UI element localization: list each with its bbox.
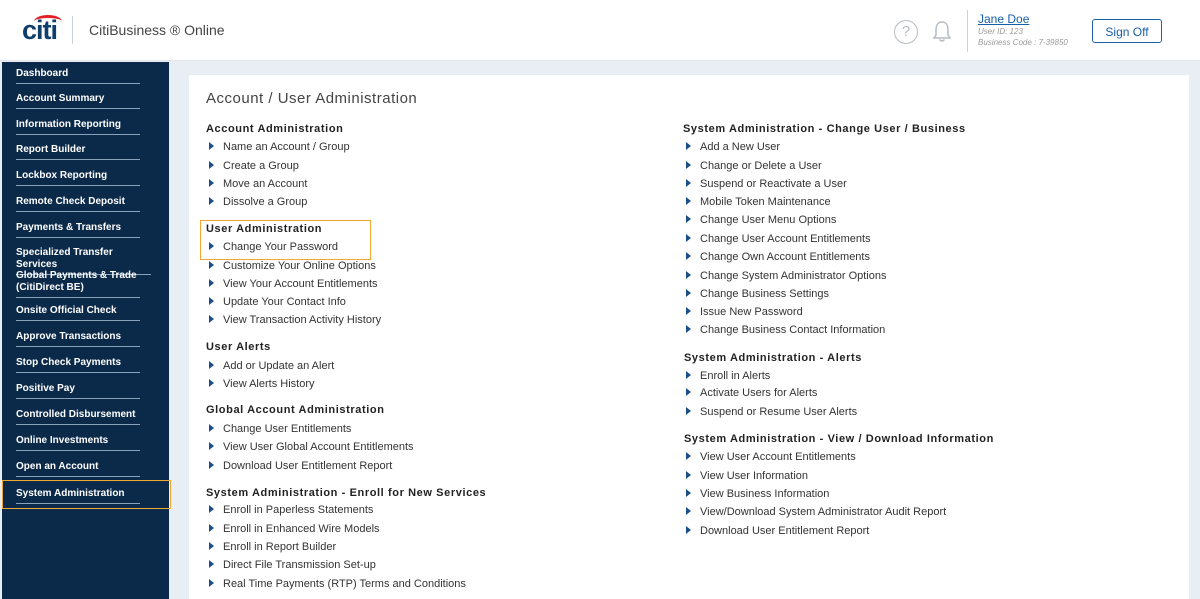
link-download-user-entitlement-report-2[interactable]: Download User Entitlement Report (686, 525, 869, 537)
sidebar-item-specialized-transfer[interactable]: Specialized Transfer Services (16, 247, 151, 275)
link-rtp-terms[interactable]: Real Time Payments (RTP) Terms and Conditions (209, 578, 466, 590)
sidebar-item-open-an-account[interactable]: Open an Account (16, 461, 140, 477)
header-divider (72, 16, 73, 44)
logo-text: citi (22, 15, 58, 45)
link-enroll-report-builder[interactable]: Enroll in Report Builder (209, 541, 336, 553)
sidebar-item-lockbox-reporting[interactable]: Lockbox Reporting (16, 170, 140, 186)
link-enroll-enhanced-wire-models[interactable]: Enroll in Enhanced Wire Models (209, 523, 380, 535)
link-dissolve-group[interactable]: Dissolve a Group (209, 196, 307, 208)
link-mobile-token-maintenance[interactable]: Mobile Token Maintenance (686, 196, 831, 208)
link-view-user-account-entitlements[interactable]: View User Account Entitlements (686, 451, 856, 463)
header (0, 0, 1200, 61)
section-title-account-administration: Account Administration (206, 123, 344, 135)
section-title-user-alerts: User Alerts (206, 341, 271, 353)
sidebar-item-system-administration[interactable]: System Administration (16, 488, 140, 504)
link-change-user-account-entitlements[interactable]: Change User Account Entitlements (686, 233, 871, 245)
section-title-enroll-new-services: System Administration - Enroll for New Services (206, 487, 487, 499)
link-add-new-user[interactable]: Add a New User (686, 141, 780, 153)
section-title-global-account-administration: Global Account Administration (206, 404, 385, 416)
link-suspend-resume-alerts[interactable]: Suspend or Resume User Alerts (686, 406, 857, 418)
link-update-contact-info[interactable]: Update Your Contact Info (209, 296, 346, 308)
sign-off-button[interactable]: Sign Off (1092, 19, 1162, 43)
sidebar-item-online-investments[interactable]: Online Investments (16, 435, 140, 451)
user-administration-highlight (200, 220, 371, 260)
sidebar-item-global-payments[interactable]: Global Payments & Trade (CitiDirect BE) (16, 270, 140, 298)
link-view-your-account-entitlements[interactable]: View Your Account Entitlements (209, 278, 378, 290)
citi-logo[interactable] (22, 13, 66, 47)
sidebar-item-positive-pay[interactable]: Positive Pay (16, 383, 140, 399)
link-issue-new-password[interactable]: Issue New Password (686, 306, 803, 318)
link-customize-online-options[interactable]: Customize Your Online Options (209, 260, 376, 272)
link-view-alerts-history[interactable]: View Alerts History (209, 378, 315, 390)
sidebar-item-dashboard[interactable]: Dashboard (16, 68, 140, 84)
sidebar-item-stop-check-payments[interactable]: Stop Check Payments (16, 357, 140, 373)
link-direct-file-transmission[interactable]: Direct File Transmission Set-up (209, 559, 376, 571)
help-icon[interactable]: ? (894, 20, 918, 44)
link-change-own-account-entitlements[interactable]: Change Own Account Entitlements (686, 251, 870, 263)
user-info (967, 10, 1068, 52)
link-download-sysadmin-audit-report[interactable]: View/Download System Administrator Audit Report (686, 506, 946, 518)
sidebar-nav (2, 62, 169, 599)
section-title-sysadmin-alerts: System Administration - Alerts (684, 352, 862, 364)
link-change-business-contact[interactable]: Change Business Contact Information (686, 324, 885, 336)
link-view-user-information[interactable]: View User Information (686, 470, 808, 482)
sidebar-active-highlight (2, 480, 171, 509)
link-enroll-paperless-statements[interactable]: Enroll in Paperless Statements (209, 504, 373, 516)
link-move-account[interactable]: Move an Account (209, 178, 307, 190)
link-add-update-alert[interactable]: Add or Update an Alert (209, 360, 334, 372)
page-title: Account / User Administration (206, 90, 418, 107)
sidebar-item-payments-transfers[interactable]: Payments & Transfers (16, 222, 140, 238)
link-enroll-in-alerts[interactable]: Enroll in Alerts (686, 370, 770, 382)
link-change-delete-user[interactable]: Change or Delete a User (686, 160, 822, 172)
link-change-user-menu-options[interactable]: Change User Menu Options (686, 214, 836, 226)
link-create-group[interactable]: Create a Group (209, 160, 299, 172)
link-download-user-entitlement-report[interactable]: Download User Entitlement Report (209, 460, 392, 472)
section-title-user-administration: User Administration (206, 223, 323, 235)
user-id: User ID: 123 (978, 27, 1023, 36)
sidebar-item-onsite-official-check[interactable]: Onsite Official Check (16, 305, 140, 321)
content-panel (189, 75, 1189, 599)
sidebar-item-information-reporting[interactable]: Information Reporting (16, 119, 140, 135)
business-code: Business Code : 7-39850 (978, 38, 1068, 47)
link-view-business-information[interactable]: View Business Information (686, 488, 829, 500)
sidebar-item-remote-check-deposit[interactable]: Remote Check Deposit (16, 196, 140, 212)
user-name-link[interactable]: Jane Doe (978, 12, 1030, 26)
link-suspend-reactivate-user[interactable]: Suspend or Reactivate a User (686, 178, 847, 190)
section-title-change-user-business: System Administration - Change User / Business (683, 123, 966, 135)
logo-arc-icon (34, 15, 62, 28)
link-change-your-password[interactable]: Change Your Password (209, 241, 338, 253)
app-title: CitiBusiness ® Online (89, 22, 225, 38)
sidebar-item-account-summary[interactable]: Account Summary (16, 93, 140, 109)
link-change-business-settings[interactable]: Change Business Settings (686, 288, 829, 300)
link-view-user-global-entitlements[interactable]: View User Global Account Entitlements (209, 441, 414, 453)
link-view-transaction-activity[interactable]: View Transaction Activity History (209, 314, 381, 326)
sidebar-item-report-builder[interactable]: Report Builder (16, 144, 140, 160)
sidebar-item-controlled-disbursement[interactable]: Controlled Disbursement (16, 409, 140, 425)
link-change-sysadmin-options[interactable]: Change System Administrator Options (686, 270, 886, 282)
link-change-user-entitlements[interactable]: Change User Entitlements (209, 423, 351, 435)
bell-icon[interactable] (931, 19, 953, 43)
link-name-account-group[interactable]: Name an Account / Group (209, 141, 350, 153)
section-title-view-download-info: System Administration - View / Download Information (684, 433, 994, 445)
sidebar-item-approve-transactions[interactable]: Approve Transactions (16, 331, 140, 347)
link-activate-users-alerts[interactable]: Activate Users for Alerts (686, 387, 817, 399)
